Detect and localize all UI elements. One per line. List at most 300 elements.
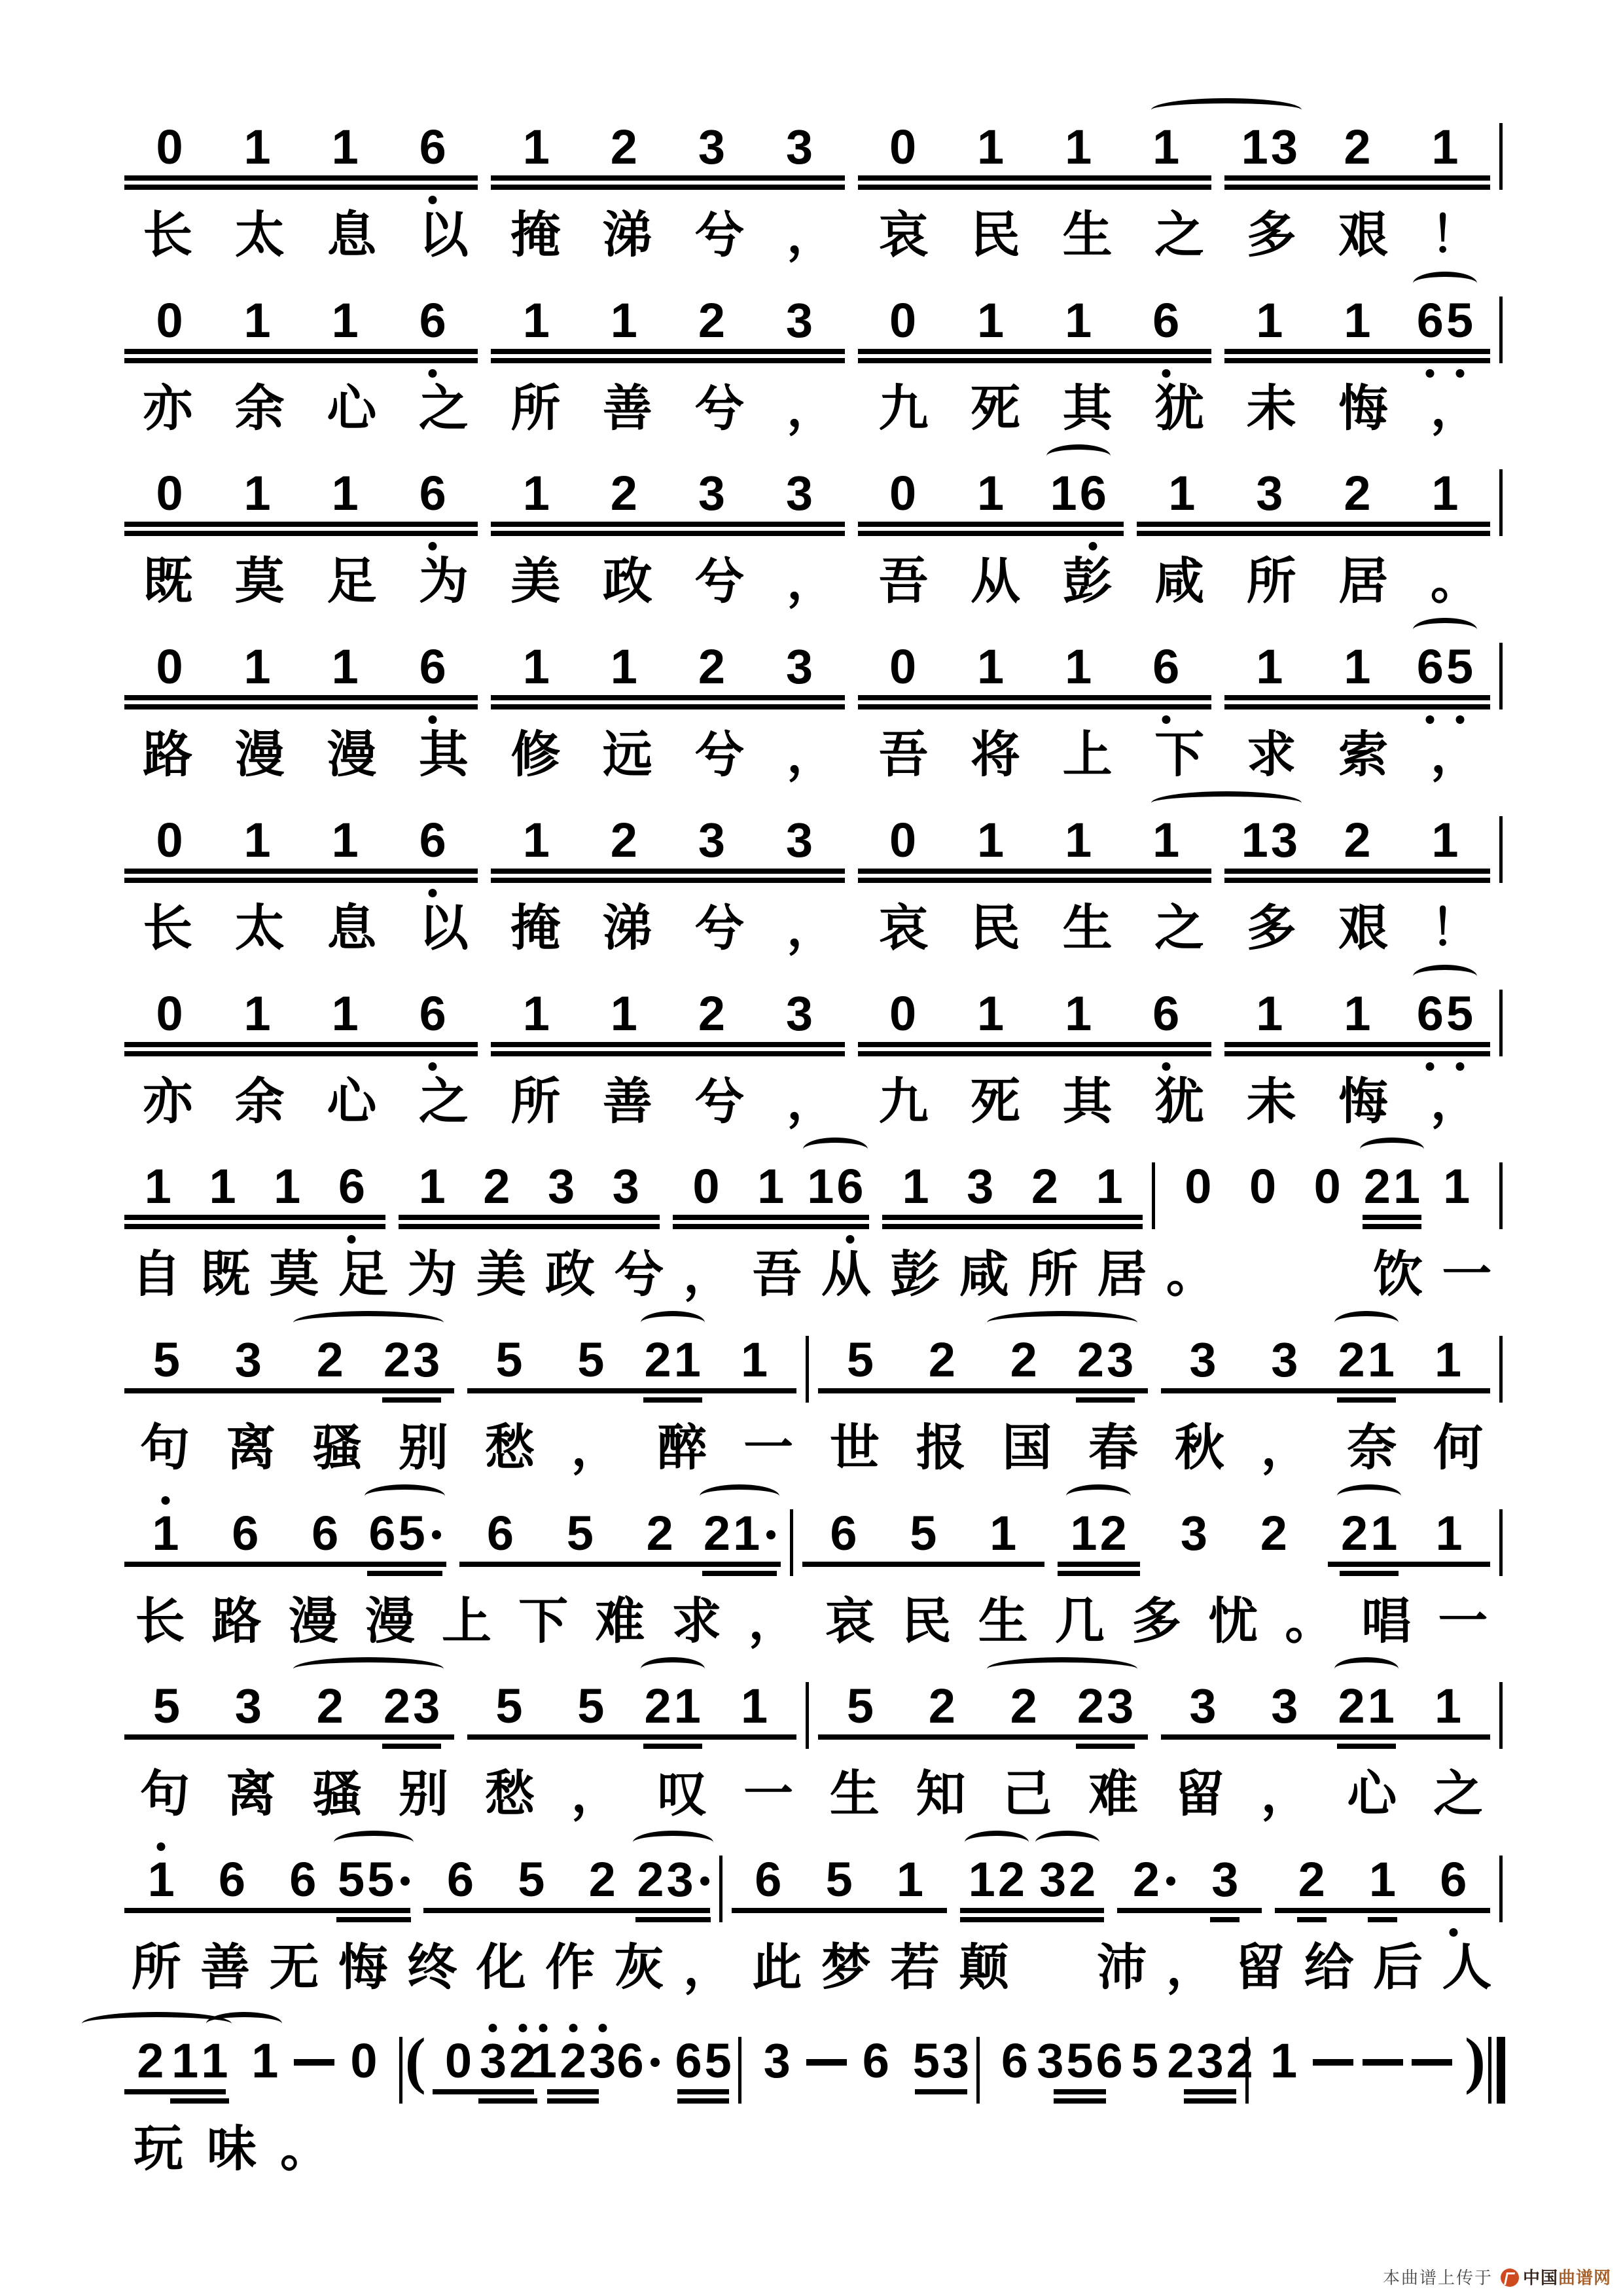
note-token bbox=[755, 986, 843, 1041]
note-digit: 2 bbox=[698, 639, 725, 694]
lyric-char: 犹 bbox=[1154, 381, 1205, 437]
note-group bbox=[1154, 1333, 1497, 1388]
note-token bbox=[567, 1852, 637, 1907]
note-token bbox=[213, 639, 301, 694]
beam bbox=[1363, 1215, 1421, 1220]
beam bbox=[1137, 531, 1490, 536]
note-digit: 1 bbox=[331, 986, 359, 1041]
note-digit: 5 bbox=[912, 2033, 940, 2088]
lyric-char: 咸 bbox=[959, 1247, 1009, 1303]
lyric-char: 知 bbox=[916, 1767, 966, 1823]
note-digit: 3 bbox=[1271, 1679, 1298, 1734]
note-token bbox=[1407, 1333, 1489, 1388]
note-digit: 2 bbox=[698, 293, 725, 348]
note-token bbox=[668, 120, 755, 174]
slur-arc bbox=[1413, 272, 1477, 295]
beam bbox=[491, 704, 844, 709]
note-row bbox=[118, 963, 1505, 1075]
note-digit: 1 bbox=[740, 1679, 768, 1734]
note-token bbox=[1276, 1852, 1347, 1907]
open-paren: ( bbox=[404, 2024, 426, 2095]
lyric-char: 民 bbox=[901, 1594, 952, 1649]
note-token bbox=[1424, 1159, 1489, 1214]
note-digit: 6 bbox=[1151, 990, 1181, 1038]
note-token bbox=[319, 1159, 384, 1214]
slur-arc bbox=[334, 1831, 414, 1854]
note-digit: 1 bbox=[331, 812, 359, 867]
lyric-char: 以 bbox=[418, 208, 469, 263]
beam bbox=[858, 358, 1211, 363]
note-token bbox=[1295, 1159, 1360, 1214]
beam bbox=[124, 704, 478, 709]
note-token bbox=[947, 812, 1035, 867]
note-digit: 6 bbox=[1416, 643, 1445, 691]
beam bbox=[858, 878, 1211, 883]
note-token bbox=[1035, 293, 1122, 348]
lyric-char: ， bbox=[748, 1594, 798, 1649]
lyric-char: 一 bbox=[743, 1421, 794, 1477]
note-digit: 3 bbox=[234, 1679, 262, 1734]
slur-arc bbox=[206, 2012, 283, 2036]
beam bbox=[858, 349, 1211, 354]
note-token bbox=[126, 639, 213, 694]
beam bbox=[336, 1917, 411, 1922]
octave-dot-low bbox=[846, 1235, 854, 1244]
lyric-char: ， bbox=[1260, 1767, 1311, 1823]
rest-digit: 0 bbox=[156, 986, 183, 1041]
note-group bbox=[484, 986, 851, 1041]
note-digit: 3 bbox=[588, 2037, 617, 2085]
note-digit: 2 bbox=[1077, 1679, 1105, 1734]
note-digit: 2 bbox=[997, 1852, 1025, 1907]
lyric-char: ， bbox=[683, 1941, 733, 1996]
note-token bbox=[492, 293, 580, 348]
beam bbox=[547, 2098, 599, 2104]
beam bbox=[1054, 2089, 1106, 2094]
barline bbox=[719, 1856, 722, 1922]
beam bbox=[1161, 1388, 1491, 1393]
note-token bbox=[1226, 639, 1313, 694]
note-token bbox=[804, 1852, 874, 1907]
note-token bbox=[1037, 2033, 1123, 2088]
note-token bbox=[1190, 1852, 1260, 1907]
dash-bar bbox=[294, 2059, 334, 2066]
note-token bbox=[240, 2033, 290, 2088]
note-digit: 1 bbox=[522, 639, 550, 694]
note-digit: 1 bbox=[1070, 1505, 1097, 1560]
note-group bbox=[118, 1679, 461, 1734]
beam bbox=[1224, 185, 1490, 190]
note-token bbox=[492, 120, 580, 174]
lyric-char: 美 bbox=[510, 554, 561, 610]
note-digit: 1 bbox=[522, 812, 550, 867]
note-token bbox=[613, 2033, 663, 2088]
note-digit: 3 bbox=[785, 812, 813, 867]
beam bbox=[1224, 1042, 1490, 1047]
note-token bbox=[668, 986, 755, 1041]
note-group bbox=[1218, 293, 1497, 348]
note-digit: 1 bbox=[1435, 1505, 1463, 1560]
note-digit: 3 bbox=[698, 812, 725, 867]
note-digit: 1 bbox=[522, 466, 550, 521]
slur-arc bbox=[641, 1311, 705, 1335]
slur-arc bbox=[633, 1831, 713, 1854]
note-digit: 1 bbox=[977, 293, 1005, 348]
note-token bbox=[1226, 466, 1313, 521]
dash-bar bbox=[1412, 2059, 1452, 2066]
note-token bbox=[668, 812, 755, 867]
beam bbox=[1275, 1908, 1490, 1913]
note-token bbox=[205, 1505, 285, 1560]
note-digit: 6 bbox=[418, 990, 448, 1038]
note-digit: 1 bbox=[1065, 986, 1092, 1041]
rest-digit: 0 bbox=[350, 2033, 378, 2088]
barline bbox=[1499, 296, 1503, 363]
note-token bbox=[492, 639, 580, 694]
note-digit: 6 bbox=[1079, 469, 1108, 518]
note-digit: 3 bbox=[1196, 2033, 1224, 2088]
lyric-char: 索 bbox=[1338, 728, 1389, 783]
notation-system bbox=[118, 270, 1505, 440]
beam bbox=[1224, 878, 1490, 883]
lyric-char: 哀 bbox=[878, 208, 929, 263]
note-token bbox=[1012, 1159, 1077, 1214]
lyric-char: 下 bbox=[1154, 728, 1205, 783]
note-digit: 6 bbox=[446, 1852, 474, 1907]
barline bbox=[399, 2037, 402, 2104]
note-digit: 5 bbox=[518, 1852, 545, 1907]
lyric-char: 吾 bbox=[878, 554, 929, 610]
rest-digit: 0 bbox=[156, 120, 183, 174]
octave-dot-high bbox=[518, 2024, 527, 2032]
slur-arc bbox=[1046, 444, 1111, 468]
note-digit: 3 bbox=[1107, 1679, 1134, 1734]
note-digit: 3 bbox=[547, 1159, 575, 1214]
note-row bbox=[118, 443, 1505, 554]
note-digit: 5 bbox=[1066, 2033, 1094, 2088]
slur-arc bbox=[293, 1311, 444, 1335]
note-digit: 6 bbox=[675, 2033, 702, 2088]
lyric-char: 难 bbox=[1088, 1767, 1139, 1823]
note-group bbox=[876, 1159, 1150, 1214]
octave-dot-low bbox=[1162, 715, 1170, 724]
lyric-char: ！ bbox=[1430, 208, 1480, 263]
note-group bbox=[118, 1333, 461, 1388]
lyric-char: ， bbox=[786, 554, 836, 610]
lyric-char: 彭 bbox=[1062, 554, 1113, 610]
lyric-char: 秋 bbox=[1174, 1421, 1224, 1477]
note-group bbox=[1037, 2033, 1123, 2088]
rest-digit: 0 bbox=[1185, 1159, 1212, 1214]
note-digit: 1 bbox=[1256, 639, 1283, 694]
note-digit: 2 bbox=[644, 1333, 671, 1388]
note-digit: 5 bbox=[1131, 2033, 1159, 2088]
note-digit: 1 bbox=[807, 1159, 834, 1214]
lyric-char: 悔 bbox=[1338, 1074, 1389, 1130]
lyric-char: 犹 bbox=[1154, 1074, 1205, 1130]
note-group bbox=[461, 1333, 804, 1388]
watermark-site-name-rest: 曲谱网 bbox=[1558, 2268, 1611, 2287]
note-group bbox=[1218, 986, 1497, 1041]
beam bbox=[960, 1917, 1105, 1922]
note-digit: 3 bbox=[1270, 812, 1298, 867]
note-token bbox=[594, 1159, 658, 1214]
note-group bbox=[1158, 1159, 1497, 1214]
lyric-char: 给 bbox=[1304, 1941, 1354, 1996]
note-token bbox=[1325, 1333, 1407, 1388]
note-digit: 5 bbox=[577, 1679, 605, 1734]
note-token bbox=[883, 1505, 963, 1560]
note-token bbox=[301, 986, 389, 1041]
note-token bbox=[668, 639, 755, 694]
octave-dot-low bbox=[429, 196, 437, 204]
note-group bbox=[1218, 639, 1497, 694]
note-digit: 6 bbox=[289, 1852, 317, 1907]
note-digit: 3 bbox=[1256, 466, 1283, 521]
note-digit: 1 bbox=[1434, 1333, 1462, 1388]
note-digit: 1 bbox=[1431, 812, 1459, 867]
note-token bbox=[620, 1505, 700, 1560]
note-token bbox=[580, 986, 668, 1041]
lyric-char: ， bbox=[1430, 728, 1480, 783]
lyric-char: 化 bbox=[476, 1941, 526, 1996]
note-token bbox=[1401, 293, 1489, 348]
note-token bbox=[529, 1159, 594, 1214]
dash-bar bbox=[1313, 2059, 1353, 2066]
lyric-char: 美 bbox=[476, 1247, 526, 1303]
note-token bbox=[190, 1159, 255, 1214]
note-token bbox=[1065, 1333, 1147, 1388]
slur-arc bbox=[803, 1138, 867, 1161]
note-token bbox=[1162, 1679, 1244, 1734]
note-group bbox=[851, 986, 1218, 1041]
note-digit: 1 bbox=[243, 812, 271, 867]
note-token bbox=[859, 639, 947, 694]
note-digit: 2 bbox=[588, 1852, 616, 1907]
rest-digit: 0 bbox=[156, 812, 183, 867]
note-group bbox=[417, 1852, 716, 1907]
note-group bbox=[796, 1505, 1051, 1560]
note-digit: 1 bbox=[522, 293, 550, 348]
note-digit: 1 bbox=[673, 1333, 701, 1388]
note-digit: 6 bbox=[486, 1505, 514, 1560]
beam bbox=[702, 1571, 777, 1576]
note-digit: 2 bbox=[558, 2037, 588, 2085]
beam bbox=[858, 1042, 1211, 1047]
note-token bbox=[1120, 2033, 1170, 2088]
beam bbox=[858, 185, 1211, 190]
note-digit: 1 bbox=[201, 2033, 228, 2088]
note-token bbox=[1401, 120, 1489, 174]
beam bbox=[960, 1908, 1105, 1913]
note-digit: 1 bbox=[1065, 120, 1092, 174]
note-group bbox=[1167, 2033, 1253, 2088]
note-token bbox=[674, 1159, 739, 1214]
lyric-char: 求 bbox=[671, 1594, 722, 1649]
note-token bbox=[1313, 293, 1401, 348]
note-digit: 3 bbox=[234, 1333, 262, 1388]
barline bbox=[976, 2037, 980, 2104]
lyrics-row bbox=[118, 379, 1505, 440]
note-digit: 6 bbox=[1151, 643, 1181, 691]
note-group bbox=[1147, 1505, 1322, 1560]
note-token bbox=[1122, 639, 1210, 694]
lyrics-row bbox=[118, 2119, 1505, 2180]
beam bbox=[124, 2089, 226, 2094]
note-token bbox=[580, 120, 668, 174]
beam bbox=[1117, 1908, 1262, 1913]
beam bbox=[1184, 2089, 1236, 2094]
lyric-char: 为 bbox=[407, 1247, 457, 1303]
notation-system bbox=[118, 1829, 1505, 1999]
note-token bbox=[700, 1505, 779, 1560]
note-digit: 2 bbox=[483, 1159, 510, 1214]
lyric-char: 无 bbox=[269, 1941, 319, 1996]
octave-dot-low bbox=[1426, 1062, 1435, 1071]
note-token bbox=[675, 2033, 732, 2088]
lyric-char: 远 bbox=[602, 728, 652, 783]
octave-dot-low bbox=[429, 715, 437, 724]
beam bbox=[467, 1388, 797, 1393]
note-token bbox=[1035, 812, 1122, 867]
lyric-char: 所 bbox=[131, 1941, 181, 1996]
watermark-site-name-cn: 中国 bbox=[1522, 2268, 1558, 2287]
note-token bbox=[126, 812, 213, 867]
octave-dot-high bbox=[598, 2024, 607, 2032]
octave-dot-low bbox=[348, 1235, 356, 1244]
note-token bbox=[1035, 986, 1122, 1041]
note-digit: 6 bbox=[418, 816, 448, 865]
note-token bbox=[1401, 986, 1489, 1041]
lyric-char: 心 bbox=[327, 381, 377, 437]
note-digit: 3 bbox=[1039, 1852, 1067, 1907]
note-token bbox=[912, 2033, 970, 2088]
lyric-char: 玩 bbox=[134, 2121, 183, 2177]
note-token bbox=[1059, 1505, 1139, 1560]
note-digit: 2 bbox=[637, 1852, 664, 1907]
octave-dot-low bbox=[1455, 1062, 1464, 1071]
beam bbox=[1076, 1397, 1135, 1403]
lyric-char: 别 bbox=[399, 1421, 449, 1477]
slur-arc bbox=[1360, 1138, 1424, 1161]
lyric-char: 灰 bbox=[614, 1941, 664, 1996]
beam bbox=[818, 1388, 1148, 1393]
lyric-char: 留 bbox=[1235, 1941, 1285, 1996]
lyric-char: ， bbox=[786, 901, 836, 956]
lyrics-row bbox=[118, 206, 1505, 266]
note-digit: 1 bbox=[610, 986, 637, 1041]
slur-arc bbox=[1334, 1311, 1399, 1335]
note-digit: 1 bbox=[1096, 1159, 1123, 1214]
barline bbox=[1499, 643, 1503, 709]
lyric-char: 后 bbox=[1373, 1941, 1423, 1996]
lyrics-row bbox=[118, 1938, 1505, 1999]
beam bbox=[124, 522, 478, 527]
note-token bbox=[755, 639, 843, 694]
beam bbox=[124, 531, 478, 536]
lyric-char: 一 bbox=[1438, 1594, 1488, 1649]
lyric-char: 漫 bbox=[365, 1594, 415, 1649]
barline bbox=[1499, 469, 1503, 536]
note-row bbox=[118, 1483, 1505, 1594]
note-token bbox=[126, 1505, 205, 1560]
lyric-spacer bbox=[1018, 1938, 1087, 1999]
slur-arc bbox=[700, 1484, 779, 1508]
note-token bbox=[1138, 466, 1226, 521]
note-digit: 1 bbox=[522, 120, 550, 174]
note-token bbox=[1226, 812, 1313, 867]
note-token bbox=[365, 1505, 445, 1560]
note-digit: 5 bbox=[495, 1333, 523, 1388]
beam bbox=[124, 1908, 410, 1913]
beam bbox=[1363, 1224, 1421, 1229]
note-token bbox=[126, 1333, 207, 1388]
note-digit: 1 bbox=[968, 1852, 995, 1907]
lyric-char: 修 bbox=[510, 728, 561, 783]
lyric-char: ， bbox=[1430, 1074, 1480, 1130]
note-token bbox=[126, 2033, 175, 2088]
note-token bbox=[389, 466, 476, 521]
octave-dot-low bbox=[1162, 1062, 1170, 1071]
note-token bbox=[803, 1159, 868, 1214]
note-digit: 6 bbox=[312, 1505, 339, 1560]
beam bbox=[858, 531, 1124, 536]
beam bbox=[491, 522, 844, 527]
note-token bbox=[1122, 812, 1210, 867]
lyric-char: 求 bbox=[1246, 728, 1296, 783]
beam bbox=[124, 695, 478, 700]
note-digit: 2 bbox=[1338, 1679, 1365, 1734]
note-token bbox=[465, 1159, 529, 1214]
note-token bbox=[1230, 1159, 1295, 1214]
beam bbox=[124, 185, 478, 190]
note-token bbox=[1313, 466, 1401, 521]
beam bbox=[124, 878, 478, 883]
note-digit: 1 bbox=[331, 639, 359, 694]
note-digit: 6 bbox=[835, 1162, 865, 1211]
octave-dot-high bbox=[539, 2024, 548, 2032]
lyric-char: 颠 bbox=[959, 1941, 1009, 1996]
note-digit: 6 bbox=[218, 1852, 246, 1907]
note-group bbox=[529, 2033, 616, 2088]
barline bbox=[1152, 1162, 1155, 1229]
barline bbox=[1499, 1162, 1503, 1229]
dash-note bbox=[1407, 2037, 1457, 2085]
note-token bbox=[207, 1679, 289, 1734]
beam bbox=[459, 1562, 781, 1567]
note-digit: 1 bbox=[1152, 120, 1180, 174]
note-token bbox=[1167, 2033, 1253, 2088]
lyric-char: 国 bbox=[1002, 1421, 1052, 1477]
note-digit: 1 bbox=[147, 1856, 176, 1904]
note-digit: 2 bbox=[610, 120, 637, 174]
notation-system bbox=[118, 1656, 1505, 1825]
note-token bbox=[389, 639, 476, 694]
lyric-char: 忧 bbox=[1208, 1594, 1258, 1649]
note-token bbox=[1035, 639, 1122, 694]
note-token bbox=[1325, 1679, 1407, 1734]
note-token bbox=[947, 120, 1035, 174]
lyric-char: 九 bbox=[878, 1074, 929, 1130]
note-token bbox=[213, 466, 301, 521]
note-token bbox=[126, 293, 213, 348]
note-token bbox=[1313, 639, 1401, 694]
slur-arc bbox=[1066, 1484, 1130, 1508]
watermark bbox=[1383, 2269, 1611, 2287]
rest-digit: 0 bbox=[692, 1159, 720, 1214]
lyric-char: 唱 bbox=[1361, 1594, 1412, 1649]
note-digit: 1 bbox=[331, 466, 359, 521]
